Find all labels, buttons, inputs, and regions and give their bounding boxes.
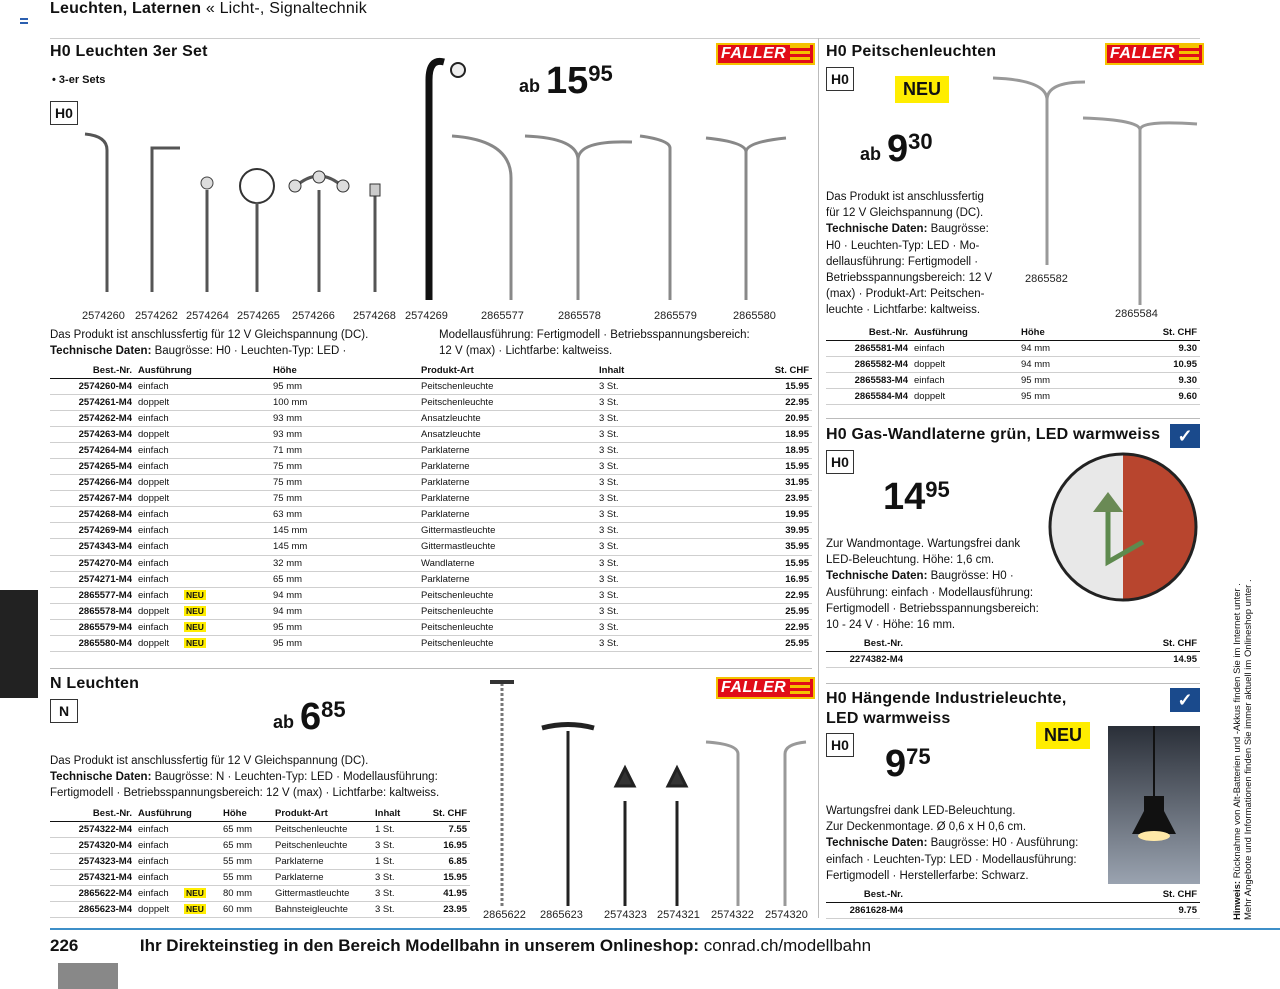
table-cell: 3 St.: [596, 475, 746, 491]
neu-tag: NEU: [186, 904, 204, 915]
table-cell: einfach: [911, 340, 1018, 356]
table-cell: 15.95: [746, 555, 812, 571]
table-cell: Peitschenleuchte: [418, 619, 596, 635]
table-cell: 6.85: [427, 853, 470, 869]
table-cell: 3 St.: [596, 458, 746, 474]
scale-badge-n: N: [50, 699, 78, 723]
table-cell: 2274382-M4: [826, 651, 906, 667]
table-row: [826, 372, 1200, 388]
table-cell: einfach: [135, 442, 270, 458]
table-cell: einfach: [135, 869, 220, 885]
caption: 2865577: [481, 310, 524, 322]
table-cell: einfach NEU: [135, 885, 220, 901]
table-cell: 2574270-M4: [50, 555, 135, 571]
table-gas-wandlaterne: [826, 636, 1200, 668]
table-row: [826, 340, 1200, 356]
table-h0-sets: [50, 363, 812, 652]
table-cell: doppelt NEU: [135, 636, 270, 652]
section-divider: [50, 668, 812, 669]
table-header: Best.-Nr. Ausführung Höhe St. CHF: [826, 325, 1200, 340]
table-cell: 15.95: [746, 378, 812, 394]
table-cell: 3 St.: [372, 837, 427, 853]
table-cell: 22.95: [746, 619, 812, 635]
table-cell: 3 St.: [596, 394, 746, 410]
table-header: Best.-Nr. Ausführung Höhe Produkt-Art Inhalt St. CHF: [50, 806, 470, 821]
table-cell: Parklaterne: [272, 869, 372, 885]
scale-badge-h0: H0: [826, 450, 854, 474]
caption: 2574260: [82, 310, 125, 322]
section-title-n: N Leuchten: [50, 675, 140, 692]
table-cell: 1 St.: [372, 821, 427, 837]
table-cell: Gittermastleuchte: [418, 539, 596, 555]
table-cell: 2574264-M4: [50, 442, 135, 458]
table-cell: 75 mm: [270, 475, 418, 491]
viessmann-logo: ✓: [1170, 688, 1200, 712]
header-divider: [50, 38, 1200, 39]
table-cell: 3 St.: [596, 571, 746, 587]
caption: 2574323: [604, 909, 647, 921]
table-cell: 3 St.: [596, 619, 746, 635]
table-cell: 2865578-M4: [50, 603, 135, 619]
table-cell: 2865577-M4: [50, 587, 135, 603]
page-number: 226: [50, 936, 79, 955]
table-cell: 2574261-M4: [50, 394, 135, 410]
table-cell: 3 St.: [596, 555, 746, 571]
table-cell: Gittermastleuchte: [418, 523, 596, 539]
neu-tag: NEU: [186, 887, 204, 898]
table-cell: 2865622-M4: [50, 885, 135, 901]
section-divider: [826, 683, 1200, 684]
table-cell: 18.95: [746, 442, 812, 458]
table-row: [50, 523, 812, 539]
shop-link[interactable]: conrad.ch/modellbahn: [699, 936, 872, 955]
neu-badge: NEU: [1036, 722, 1090, 749]
table-cell: 20.95: [746, 410, 812, 426]
table-cell: 2574263-M4: [50, 426, 135, 442]
table-cell: 94 mm: [270, 587, 418, 603]
table-cell: 3 St.: [596, 442, 746, 458]
table-cell: 3 St.: [372, 885, 427, 901]
description-industrieleuchte: Wartungsfrei dank LED-Beleuchtung. Zur Deckenmontage. Ø 0,6 x H 0,6 cm. Technische Daten: Baugrösse: H0 · Ausführung: einfach · Leuchten-Typ: LED · Modellausführung: Fertigmodell · Herstellerfarbe: Schwarz.: [826, 805, 1079, 882]
caption: 2865578: [558, 310, 601, 322]
faller-logo: FALLER: [716, 43, 815, 65]
table-cell: einfach NEU: [135, 587, 270, 603]
description-h0-sets: Das Produkt ist anschlussfertig für 12 V Gleichspannung (DC). Technische Daten: Baugrösse: H0 · Leuchten-Typ: LED ·: [50, 329, 369, 358]
table-cell: 9.30: [1118, 372, 1200, 388]
table-cell: 3 St.: [596, 378, 746, 394]
industrial-lamp-image: [1108, 726, 1200, 884]
table-cell: 2865583-M4: [826, 372, 911, 388]
table-cell: Peitschenleuchte: [272, 821, 372, 837]
table-row: [50, 821, 470, 837]
table-cell: 145 mm: [270, 539, 418, 555]
table-cell: 9.60: [1118, 388, 1200, 404]
table-cell: Parklaterne: [272, 853, 372, 869]
table-cell: einfach: [135, 507, 270, 523]
table-cell: 25.95: [746, 636, 812, 652]
table-cell: 94 mm: [1018, 356, 1118, 372]
table-cell: doppelt NEU: [135, 901, 220, 917]
table-cell: Peitschenleuchte: [418, 603, 596, 619]
table-cell: doppelt NEU: [135, 603, 270, 619]
table-cell: Wandlaterne: [418, 555, 596, 571]
table-cell: einfach: [135, 555, 270, 571]
table-cell: Ansatzleuchte: [418, 426, 596, 442]
caption: 2574322: [711, 909, 754, 921]
table-row: [50, 475, 812, 491]
table-cell: 18.95: [746, 426, 812, 442]
caption: 2865582: [1025, 273, 1068, 285]
table-cell: 3 St.: [596, 491, 746, 507]
caption: 2574265: [237, 310, 280, 322]
table-cell: 22.95: [746, 587, 812, 603]
table-row: [50, 394, 812, 410]
table-cell: 65 mm: [220, 821, 272, 837]
table-cell: doppelt: [135, 491, 270, 507]
table-cell: 94 mm: [1018, 340, 1118, 356]
table-row: [50, 539, 812, 555]
table-cell: einfach: [911, 372, 1018, 388]
price-n: ab 6 85: [273, 696, 346, 738]
caption: 2574268: [353, 310, 396, 322]
faller-logo: FALLER: [716, 677, 815, 699]
section-title-gas-wandlaterne: H0 Gas-Wandlaterne grün, LED warmweiss: [826, 426, 1161, 443]
table-cell: Peitschenleuchte: [418, 394, 596, 410]
description-peitschen: Das Produkt ist anschlussfertig für 12 V Gleichspannung (DC). Technische Daten: Baugrösse: H0 · Leuchten-Typ: LED · Mo- dellausführung: Fertigmodell · Betriebsspannungsbereich: 12 V (max) · Produkt-Art: Peitschen- leuchte · Lichtfarbe: kaltweiss.: [826, 191, 993, 317]
caption: 2574320: [765, 909, 808, 921]
table-cell: 23.95: [427, 901, 470, 917]
table-cell: 2865623-M4: [50, 901, 135, 917]
table-cell: 2865584-M4: [826, 388, 911, 404]
table-cell: 32 mm: [270, 555, 418, 571]
table-row: [50, 587, 812, 603]
table-cell: 35.95: [746, 539, 812, 555]
neu-tag: NEU: [186, 589, 204, 600]
section-title-peitschen: H0 Peitschenleuchten: [826, 43, 997, 60]
table-cell: 71 mm: [270, 442, 418, 458]
table-row: [50, 603, 812, 619]
table-cell: 25.95: [746, 603, 812, 619]
table-cell: einfach: [135, 853, 220, 869]
table-cell: 2574321-M4: [50, 869, 135, 885]
section-title-h0-sets: H0 Leuchten 3er Set: [50, 43, 208, 60]
table-cell: 22.95: [746, 394, 812, 410]
table-cell: 2574322-M4: [50, 821, 135, 837]
table-cell: 2574269-M4: [50, 523, 135, 539]
table-cell: 55 mm: [220, 869, 272, 885]
table-cell: 14.95: [906, 651, 1200, 667]
table-cell: Bahnsteigleuchte: [272, 901, 372, 917]
table-cell: einfach: [135, 837, 220, 853]
table-cell: einfach: [135, 821, 220, 837]
table-cell: 2574265-M4: [50, 458, 135, 474]
page-header: Leuchten, Laternen « Licht-, Signaltechnik: [50, 0, 367, 17]
table-cell: 3 St.: [372, 901, 427, 917]
lamps-illustration-h0: [60, 50, 820, 312]
section-title-industrieleuchte: H0 Hängende Industrieleuchte, LED warmweiss: [826, 690, 1067, 727]
table-cell: 65 mm: [270, 571, 418, 587]
table-cell: Parklaterne: [418, 571, 596, 587]
table-cell: 3 St.: [596, 636, 746, 652]
table-cell: 93 mm: [270, 410, 418, 426]
section-divider: [826, 418, 1200, 419]
menu-icon[interactable]: [20, 18, 28, 24]
table-cell: Parklaterne: [418, 491, 596, 507]
table-cell: 3 St.: [596, 507, 746, 523]
scale-badge-h0: H0: [826, 67, 854, 91]
table-cell: Parklaterne: [418, 442, 596, 458]
table-cell: 93 mm: [270, 426, 418, 442]
side-note: Hinweis: Rücknahme von Alt-Batterien und -Akkus finden Sie im Internet unter . Mehr Angebote und Informationen finden Sie immer aktuell im Onlineshop unter .: [1232, 579, 1254, 920]
table-cell: 1 St.: [372, 853, 427, 869]
scale-badge-h0: H0: [50, 101, 78, 125]
lamps-illustration-n: [480, 676, 815, 911]
table-cell: 65 mm: [220, 837, 272, 853]
table-cell: 3 St.: [596, 410, 746, 426]
table-cell: doppelt: [911, 388, 1018, 404]
neu-tag: NEU: [186, 605, 204, 616]
table-row: [50, 885, 470, 901]
table-row: [50, 442, 812, 458]
table-row: [50, 426, 812, 442]
table-row: [50, 837, 470, 853]
table-cell: 2861628-M4: [826, 902, 906, 918]
table-cell: 15.95: [746, 458, 812, 474]
table-cell: 31.95: [746, 475, 812, 491]
table-cell: 95 mm: [270, 636, 418, 652]
table-cell: einfach: [135, 539, 270, 555]
caption: 2574264: [186, 310, 229, 322]
table-industrieleuchte: [826, 887, 1200, 919]
table-cell: Parklaterne: [418, 458, 596, 474]
table-cell: 95 mm: [270, 378, 418, 394]
table-cell: 3 St.: [372, 869, 427, 885]
table-row: [826, 356, 1200, 372]
table-cell: einfach: [135, 523, 270, 539]
caption: 2865580: [733, 310, 776, 322]
neu-tag: NEU: [186, 621, 204, 632]
table-cell: 2574323-M4: [50, 853, 135, 869]
table-n: [50, 806, 470, 918]
table-cell: 80 mm: [220, 885, 272, 901]
table-peitschen: [826, 325, 1200, 405]
table-row: [50, 619, 812, 635]
table-cell: 2865581-M4: [826, 340, 911, 356]
table-cell: 16.95: [427, 837, 470, 853]
table-cell: einfach: [135, 378, 270, 394]
side-tab: [0, 590, 38, 698]
table-row: [50, 378, 812, 394]
table-cell: Ansatzleuchte: [418, 410, 596, 426]
description-h0-sets-cont: Modellausführung: Fertigmodell · Betriebsspannungsbereich: 12 V (max) · Lichtfarbe: kaltweiss.: [439, 329, 750, 358]
table-cell: Peitschenleuchte: [418, 587, 596, 603]
price-industrieleuchte: 9 75: [885, 743, 931, 785]
table-row: [50, 458, 812, 474]
table-cell: einfach: [135, 410, 270, 426]
table-cell: 2574271-M4: [50, 571, 135, 587]
table-header: Best.-Nr. St. CHF: [826, 636, 1200, 651]
table-cell: Gittermastleuchte: [272, 885, 372, 901]
table-cell: 23.95: [746, 491, 812, 507]
table-cell: doppelt: [911, 356, 1018, 372]
table-cell: 9.30: [1118, 340, 1200, 356]
table-row: [50, 869, 470, 885]
table-cell: 2574268-M4: [50, 507, 135, 523]
table-cell: 2865579-M4: [50, 619, 135, 635]
table-cell: 2574266-M4: [50, 475, 135, 491]
table-cell: 3 St.: [596, 603, 746, 619]
footer-divider: [50, 928, 1280, 930]
table-row: [50, 853, 470, 869]
table-cell: 9.75: [906, 902, 1200, 918]
price-peitschen: ab 9 30: [860, 128, 933, 170]
table-cell: 60 mm: [220, 901, 272, 917]
table-cell: Peitschenleuchte: [418, 636, 596, 652]
table-cell: doppelt: [135, 394, 270, 410]
table-cell: 95 mm: [270, 619, 418, 635]
table-row: [50, 636, 812, 652]
page-tab: [58, 963, 118, 989]
caption: 2865579: [654, 310, 697, 322]
table-cell: Peitschenleuchte: [272, 837, 372, 853]
table-cell: 3 St.: [596, 587, 746, 603]
table-cell: doppelt: [135, 475, 270, 491]
table-cell: 16.95: [746, 571, 812, 587]
table-cell: 2574262-M4: [50, 410, 135, 426]
caption: 2574269: [405, 310, 448, 322]
scale-badge-h0: H0: [826, 733, 854, 757]
table-header: Best.-Nr. St. CHF: [826, 887, 1200, 902]
caption: 2574266: [292, 310, 335, 322]
table-row: [50, 410, 812, 426]
table-cell: 3 St.: [596, 539, 746, 555]
table-cell: 2574267-M4: [50, 491, 135, 507]
table-cell: 15.95: [427, 869, 470, 885]
table-cell: 41.95: [427, 885, 470, 901]
table-cell: 75 mm: [270, 458, 418, 474]
table-cell: 55 mm: [220, 853, 272, 869]
table-row: [50, 901, 470, 917]
price-h0-sets: ab 15 95: [519, 60, 613, 102]
neu-tag: NEU: [186, 638, 204, 649]
table-cell: einfach NEU: [135, 619, 270, 635]
faller-logo: FALLER: [1105, 43, 1204, 65]
table-cell: 3 St.: [596, 426, 746, 442]
table-cell: 75 mm: [270, 491, 418, 507]
table-cell: 3 St.: [596, 523, 746, 539]
table-cell: 95 mm: [1018, 372, 1118, 388]
table-cell: 94 mm: [270, 603, 418, 619]
table-row: [826, 388, 1200, 404]
table-cell: Peitschenleuchte: [418, 378, 596, 394]
table-row: [50, 571, 812, 587]
caption: 2574262: [135, 310, 178, 322]
table-cell: 145 mm: [270, 523, 418, 539]
table-cell: 100 mm: [270, 394, 418, 410]
table-row: [50, 491, 812, 507]
table-cell: 7.55: [427, 821, 470, 837]
table-cell: 95 mm: [1018, 388, 1118, 404]
table-cell: 10.95: [1118, 356, 1200, 372]
viessmann-logo: ✓: [1170, 424, 1200, 448]
neu-badge: NEU: [895, 76, 949, 103]
description-gas-wandlaterne: Zur Wandmontage. Wartungsfrei dank LED-Beleuchtung. Höhe: 1,6 cm. Technische Daten: Baugrösse: H0 · Ausführung: einfach · Modellausführung: Fertigmodell · Betriebsspannungsbereich: 10 - 24 V · Höhe: 16 mm.: [826, 538, 1039, 632]
price-gas-wandlaterne: 14 95: [883, 476, 950, 518]
table-header: Best.-Nr. Ausführung Höhe Produkt-Art Inhalt St. CHF: [50, 363, 812, 378]
wall-lantern-image: [1048, 452, 1200, 604]
table-cell: doppelt: [135, 426, 270, 442]
table-cell: einfach: [135, 571, 270, 587]
table-cell: 2574260-M4: [50, 378, 135, 394]
table-cell: 2865582-M4: [826, 356, 911, 372]
table-row: [826, 651, 1200, 667]
table-cell: Parklaterne: [418, 475, 596, 491]
table-cell: einfach: [135, 458, 270, 474]
description-n: Das Produkt ist anschlussfertig für 12 V Gleichspannung (DC). Technische Daten: Baugrösse: N · Leuchten-Typ: LED · Modellausführung: Fertigmodell · Betriebsspannungsbereich: 12 V (max) · Lichtfarbe: kaltweiss.: [50, 755, 440, 800]
table-cell: Parklaterne: [418, 507, 596, 523]
table-cell: 2574320-M4: [50, 837, 135, 853]
caption: 2865584: [1115, 308, 1158, 320]
caption: 2865622: [483, 909, 526, 921]
table-row: [50, 555, 812, 571]
table-cell: 2574343-M4: [50, 539, 135, 555]
caption: 2865623: [540, 909, 583, 921]
caption: 2574321: [657, 909, 700, 921]
bullet-3er-sets: • 3-er Sets: [52, 74, 106, 86]
table-cell: 19.95: [746, 507, 812, 523]
footer: 226 Ihr Direkteinstieg in den Bereich Modellbahn in unserem Onlineshop: conrad.ch/modellbahn: [50, 936, 872, 955]
table-cell: 39.95: [746, 523, 812, 539]
table-row: [826, 902, 1200, 918]
table-cell: 63 mm: [270, 507, 418, 523]
table-cell: 2865580-M4: [50, 636, 135, 652]
table-row: [50, 507, 812, 523]
